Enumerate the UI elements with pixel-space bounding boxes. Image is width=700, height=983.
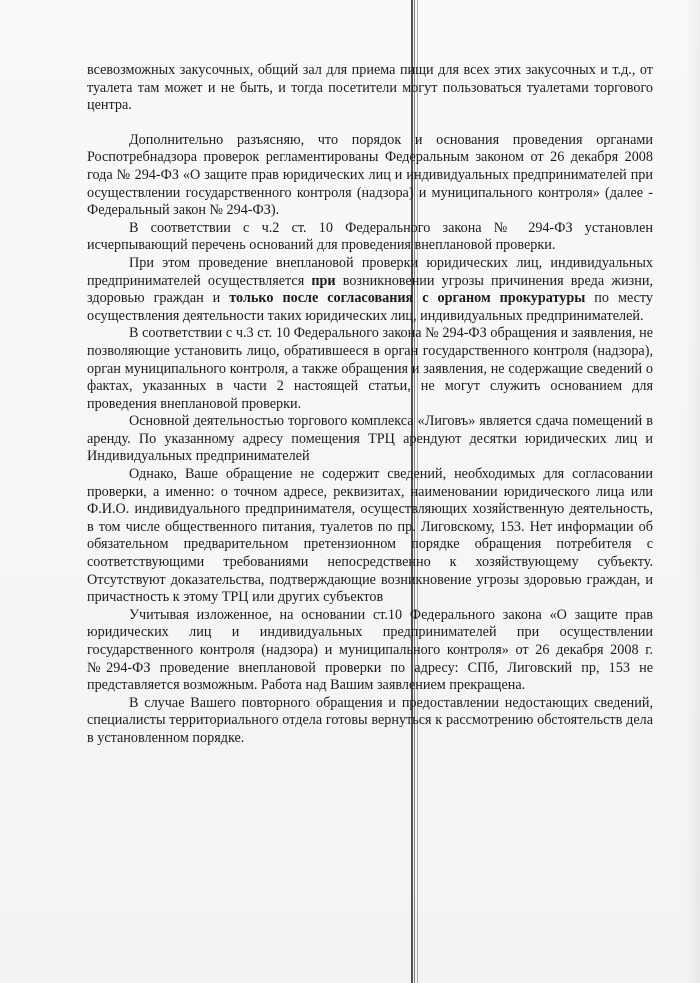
p4-text-c: возникновении угрозы причинения вреда жизни, здоровью граждан и	[87, 272, 654, 307]
paragraph-5: В соответствии с ч.3 ст. 10 Федерального закона № 294-ФЗ обращения и заявления, не позволяющие установить лицо, обратившееся в орган государственного контроля (надзора), орган муниципального контроля, а также обращения и заявления, не содержащие сведений о фактах, указанных в части 2 настоящей статьи, не могут служить основанием для проведения внеплановой проверки.	[87, 325, 653, 412]
p4-bold-at: при	[311, 272, 336, 289]
paragraph-3: В соответствии с ч.2 ст. 10 Федерального закона № 294-ФЗ установлен исчерпывающий перечень оснований для проведения внеплановой проверки.	[87, 219, 653, 254]
paragraph-4	[87, 255, 653, 325]
paragraph-6: Основной деятельностью торгового комплекса «Лиговъ» является сдача помещений в аренду. По указанному адресу помещения ТРЦ арендуют десятки юридических лиц и Индивидуальных предпринимателей	[87, 413, 653, 465]
paragraph-2: Дополнительно разъясняю, что порядок и основания проведения органами Роспотребнадзора проверок регламентированы Федеральным законом от 26 декабря 2008 года № 294-ФЗ «О защите прав юридических лиц и индивидуальных предпринимателей при осуществлении государственного контроля (надзора) и муниципального контроля» (далее - Федеральный закон № 294-ФЗ).	[87, 131, 653, 219]
p4-text-a: При этом проведение внеплановой проверки юридических лиц, индивидуальных предпринимателей осуществляется	[87, 254, 653, 289]
paragraph-8: Учитывая изложенное, на основании ст.10 Федерального закона «О защите прав юридических лиц и индивидуальных предпринимателей при осуществлении государственного контроля (надзора) и муниципального контроля» от 26 декабря 2008 г. №294-ФЗ проведение внеплановой проверки по адресу: СПб, Лиговский пр, 153 не представляется возможным. Работа над Вашим заявлением прекращена.	[87, 606, 653, 694]
paragraph-7: Однако, Ваше обращение не содержит сведений, необходимых для согласовании проверки, а именно: о точном адресе, реквизитах, наименовании юридического лица или Ф.И.О. индивидуального предпринимателя, осуществляющих хозяйственную деятельность, в том числе общественного питания, туалетов по пр. Лиговскому, 153. Нет информации об обязательном предварительном претензионном порядке обращения потребителя с соответствующими требованиями непосредственно к хозяйствующему субъекту. Отсутствуют доказательства, подтверждающие возникновение угрозы здоровью граждан, и причастность к этому ТРЦ или других субъектов	[87, 466, 653, 606]
paragraph-9: В случае Вашего повторного обращения и предоставлении недостающих сведений, специалисты территориального отдела готовы вернуться к рассмотрению обстоятельств дела в установленном порядке.	[87, 694, 653, 746]
p4-text-e: по месту осуществления деятельности таких юридических лиц, индивидуальных предпринимателей.	[87, 290, 653, 324]
paragraph-1: всевозможных закусочных, общий зал для приема пищи для всех этих закусочных и т.д., от туалета там может и не быть, и тогда посетители могут пользоваться туалетами торгового центра.	[87, 62, 653, 114]
page-edge-shadow	[686, 0, 700, 983]
p4-bold-prosecutor: только после согласования с органом прокуратуры	[229, 290, 586, 307]
document-body	[87, 62, 653, 748]
